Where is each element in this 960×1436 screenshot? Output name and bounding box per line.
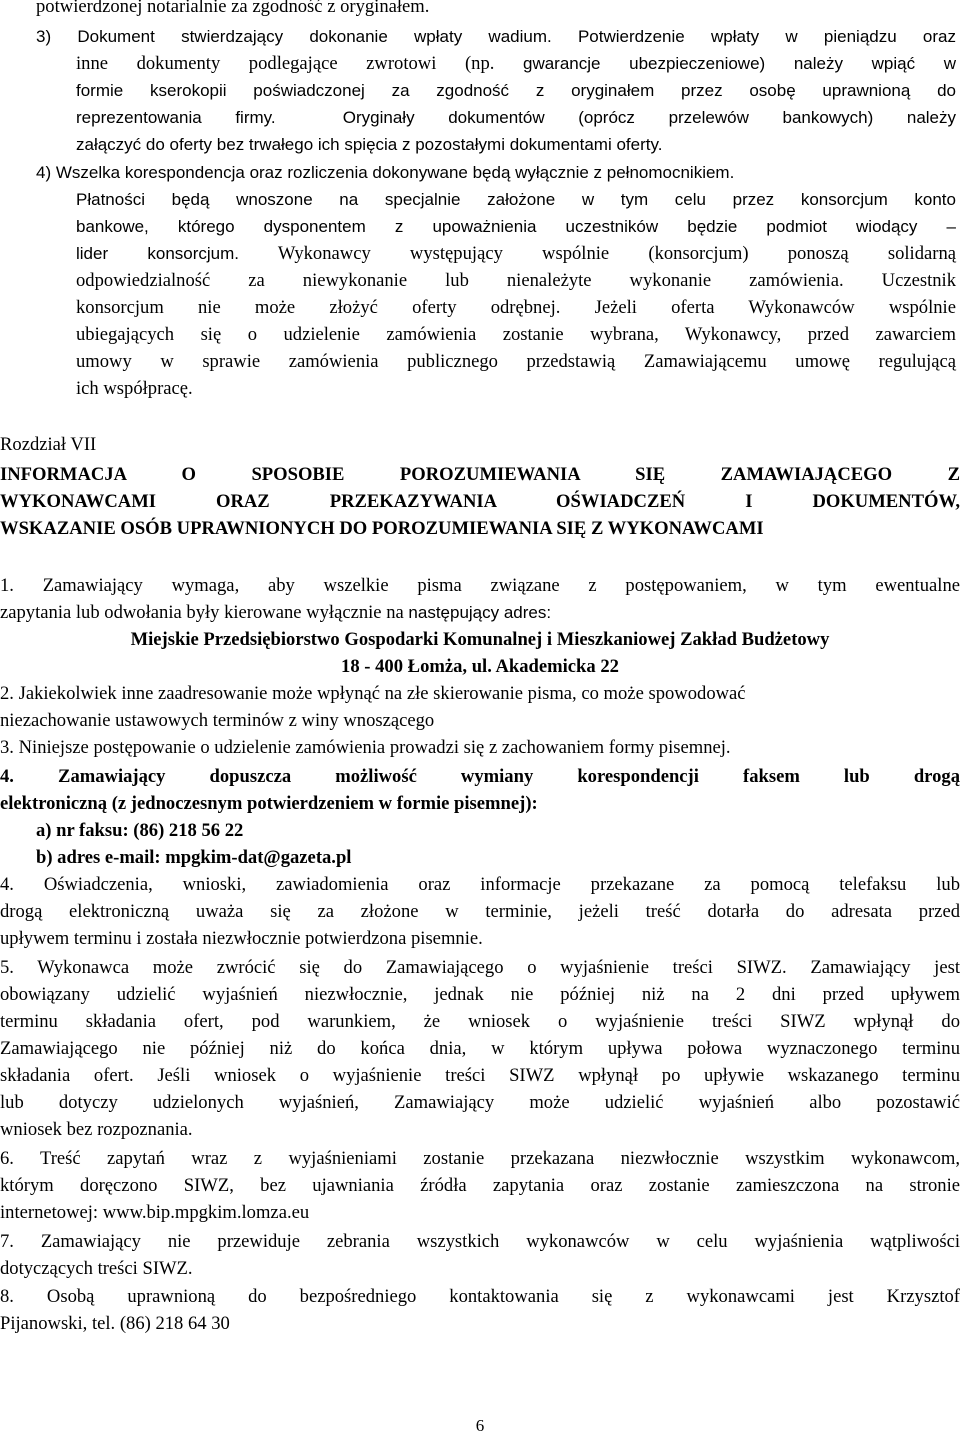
p5-line1: 5. Wykonawca może zwrócić się do Zamawiającego o wyjaśnienie treści SIWZ. Zamawiający jest xyxy=(0,957,960,978)
p8-line2: Pijanowski, tel. (86) 218 64 30 xyxy=(0,1313,230,1334)
p5-line7: wniosek bez rozpoznania. xyxy=(0,1119,193,1140)
fax-number: a) nr faksu: (86) 218 56 22 xyxy=(36,820,244,841)
p5-line6: lub dotyczy udzielonych wyjaśnień, Zamawiający może udzielić wyjaśnień albo pozostawić xyxy=(0,1092,960,1113)
item4-line9: ich współpracę. xyxy=(76,378,193,399)
p7-line2: dotyczących treści SIWZ. xyxy=(0,1258,193,1279)
address-line2: 18 - 400 Łomża, ul. Akademicka 22 xyxy=(341,656,619,677)
p2-line2: niezachowanie ustawowych terminów z winy wnoszącego xyxy=(0,710,435,731)
item4-line8: umowy w sprawie zamówienia publicznego przedstawią Zamawiającemu umowę regulującą xyxy=(76,351,956,372)
page-number: 6 xyxy=(475,1416,485,1435)
p3-line: 3. Niniejsze postępowanie o udzielenie zamówienia prowadzi się z zachowaniem formy pisemnej. xyxy=(0,737,731,758)
p2-line1: 2. Jakiekolwiek inne zaadresowanie może wpłynąć na złe skierowanie pisma, co może spowodować xyxy=(0,683,746,704)
p6-line2: którym doręczono SIWZ, bez ujawniania źródła zapytania oraz zostanie zamieszczona na stronie xyxy=(0,1175,960,1196)
item4-line3: bankowe, którego dysponentem z upoważnienia uczestników będzie podmiot wiodący – xyxy=(76,217,956,236)
p5-line5: składania ofert. Jeśli wniosek o wyjaśnienie treści SIWZ wpłynął po upływie wskazanego terminu xyxy=(0,1065,960,1086)
address-line1: Miejskie Przedsiębiorstwo Gospodarki Komunalnej i Mieszkaniowej Zakład Budżetowy xyxy=(130,629,830,650)
p6-line3: internetowej: www.bip.mpgkim.lomza.eu xyxy=(0,1202,310,1223)
item3-line2: inne dokumenty podlegające zwrotowi (np. gwarancje ubezpieczeniowe) należy wpiąć w xyxy=(76,53,957,74)
p8-line1: 8. Osobą uprawnioną do bezpośredniego kontaktowania się z wykonawcami jest Krzysztof xyxy=(0,1286,960,1307)
item3-line3: formie kserokopii poświadczonej za zgodność z oryginałem przez osobę uprawnioną do xyxy=(76,81,956,100)
p4-bold-line1: 4. Zamawiający dopuszcza możliwość wymiany korespondencji faksem lub drogą xyxy=(0,766,960,787)
item3-line1: 3) Dokument stwierdzający dokonanie wpłaty wadium. Potwierdzenie wpłaty w pieniądzu oraz xyxy=(36,27,956,46)
p5-line3: terminu składania ofert, pod warunkiem, że wniosek o wyjaśnienie treści SIWZ wpłynął do xyxy=(0,1011,960,1032)
p1-line1: 1. Zamawiający wymaga, aby wszelkie pisma związane z postępowaniem, w tym ewentualne xyxy=(0,575,960,596)
item3-line4: reprezentowania firmy. Oryginały dokumentów (oprócz przelewów bankowych) należy xyxy=(76,108,957,127)
chapter-title-line1: INFORMACJA O SPOSOBIE POROZUMIEWANIA SIĘ ZAMAWIAJĄCEGO Z xyxy=(0,464,960,485)
item4-line1: 4) Wszelka korespondencja oraz rozliczenia dokonywane będą wyłącznie z pełnomocnikiem. xyxy=(36,163,735,182)
item3-line5: załączyć do oferty bez trwałego ich spięcia z pozostałymi dokumentami oferty. xyxy=(76,135,663,154)
p7-line1: 7. Zamawiający nie przewiduje zebrania wszystkich wykonawców w celu wyjaśnienia wątpliwości xyxy=(0,1231,960,1252)
chapter-title-line3: WSKAZANIE OSÓB UPRAWNIONYCH DO POROZUMIEWANIA SIĘ Z WYKONAWCAMI xyxy=(0,518,764,539)
p5-line4: Zamawiającego nie później niż do końca dnia, w którym upływa połowa wyznaczonego terminu xyxy=(0,1038,960,1059)
p4-line3: upływem terminu i została niezwłocznie potwierdzona pisemnie. xyxy=(0,928,483,949)
p1-line2: zapytania lub odwołania były kierowane wyłącznie na następujący adres: xyxy=(0,602,552,623)
chapter-title-line2: WYKONAWCAMI ORAZ PRZEKAZYWANIA OŚWIADCZEŃ I DOKUMENTÓW, xyxy=(0,491,960,512)
item4-line5: odpowiedzialność za niewykonanie lub nienależyte wykonanie zamówienia. Uczestnik xyxy=(76,270,956,291)
p6-line1: 6. Treść zapytań wraz z wyjaśnieniami zostanie przekazana niezwłocznie wszystkim wykonawcom, xyxy=(0,1148,960,1169)
top-fragment: potwierdzonej notarialnie za zgodność z oryginałem. xyxy=(36,0,430,17)
item4-line2: Płatności będą wnoszone na specjalnie założone w tym celu przez konsorcjum konto xyxy=(76,190,956,209)
p4-bold-line2: elektroniczną (z jednoczesnym potwierdzeniem w formie pisemnej): xyxy=(0,793,538,814)
item4-line4: lider konsorcjum. Wykonawcy występujący wspólnie (konsorcjum) ponoszą solidarną xyxy=(76,243,957,264)
email-address: b) adres e-mail: mpgkim-dat@gazeta.pl xyxy=(36,847,352,868)
chapter-label: Rozdział VII xyxy=(0,434,97,455)
p4-line1: 4. Oświadczenia, wnioski, zawiadomienia oraz informacje przekazane za pomocą telefaksu lub xyxy=(0,874,960,895)
p4-line2: drogą elektroniczną uważa się za złożone w terminie, jeżeli treść dotarła do adresata przed xyxy=(0,901,960,922)
item4-line6: konsorcjum nie może złożyć oferty odrębnej. Jeżeli oferta Wykonawców wspólnie xyxy=(76,297,956,318)
item4-line7: ubiegających się o udzielenie zamówienia zostanie wybrana, Wykonawcy, przed zawarciem xyxy=(76,324,956,345)
p5-line2: obowiązany udzielić wyjaśnień niezwłocznie, jednak nie później niż na 2 dni przed upływem xyxy=(0,984,960,1005)
